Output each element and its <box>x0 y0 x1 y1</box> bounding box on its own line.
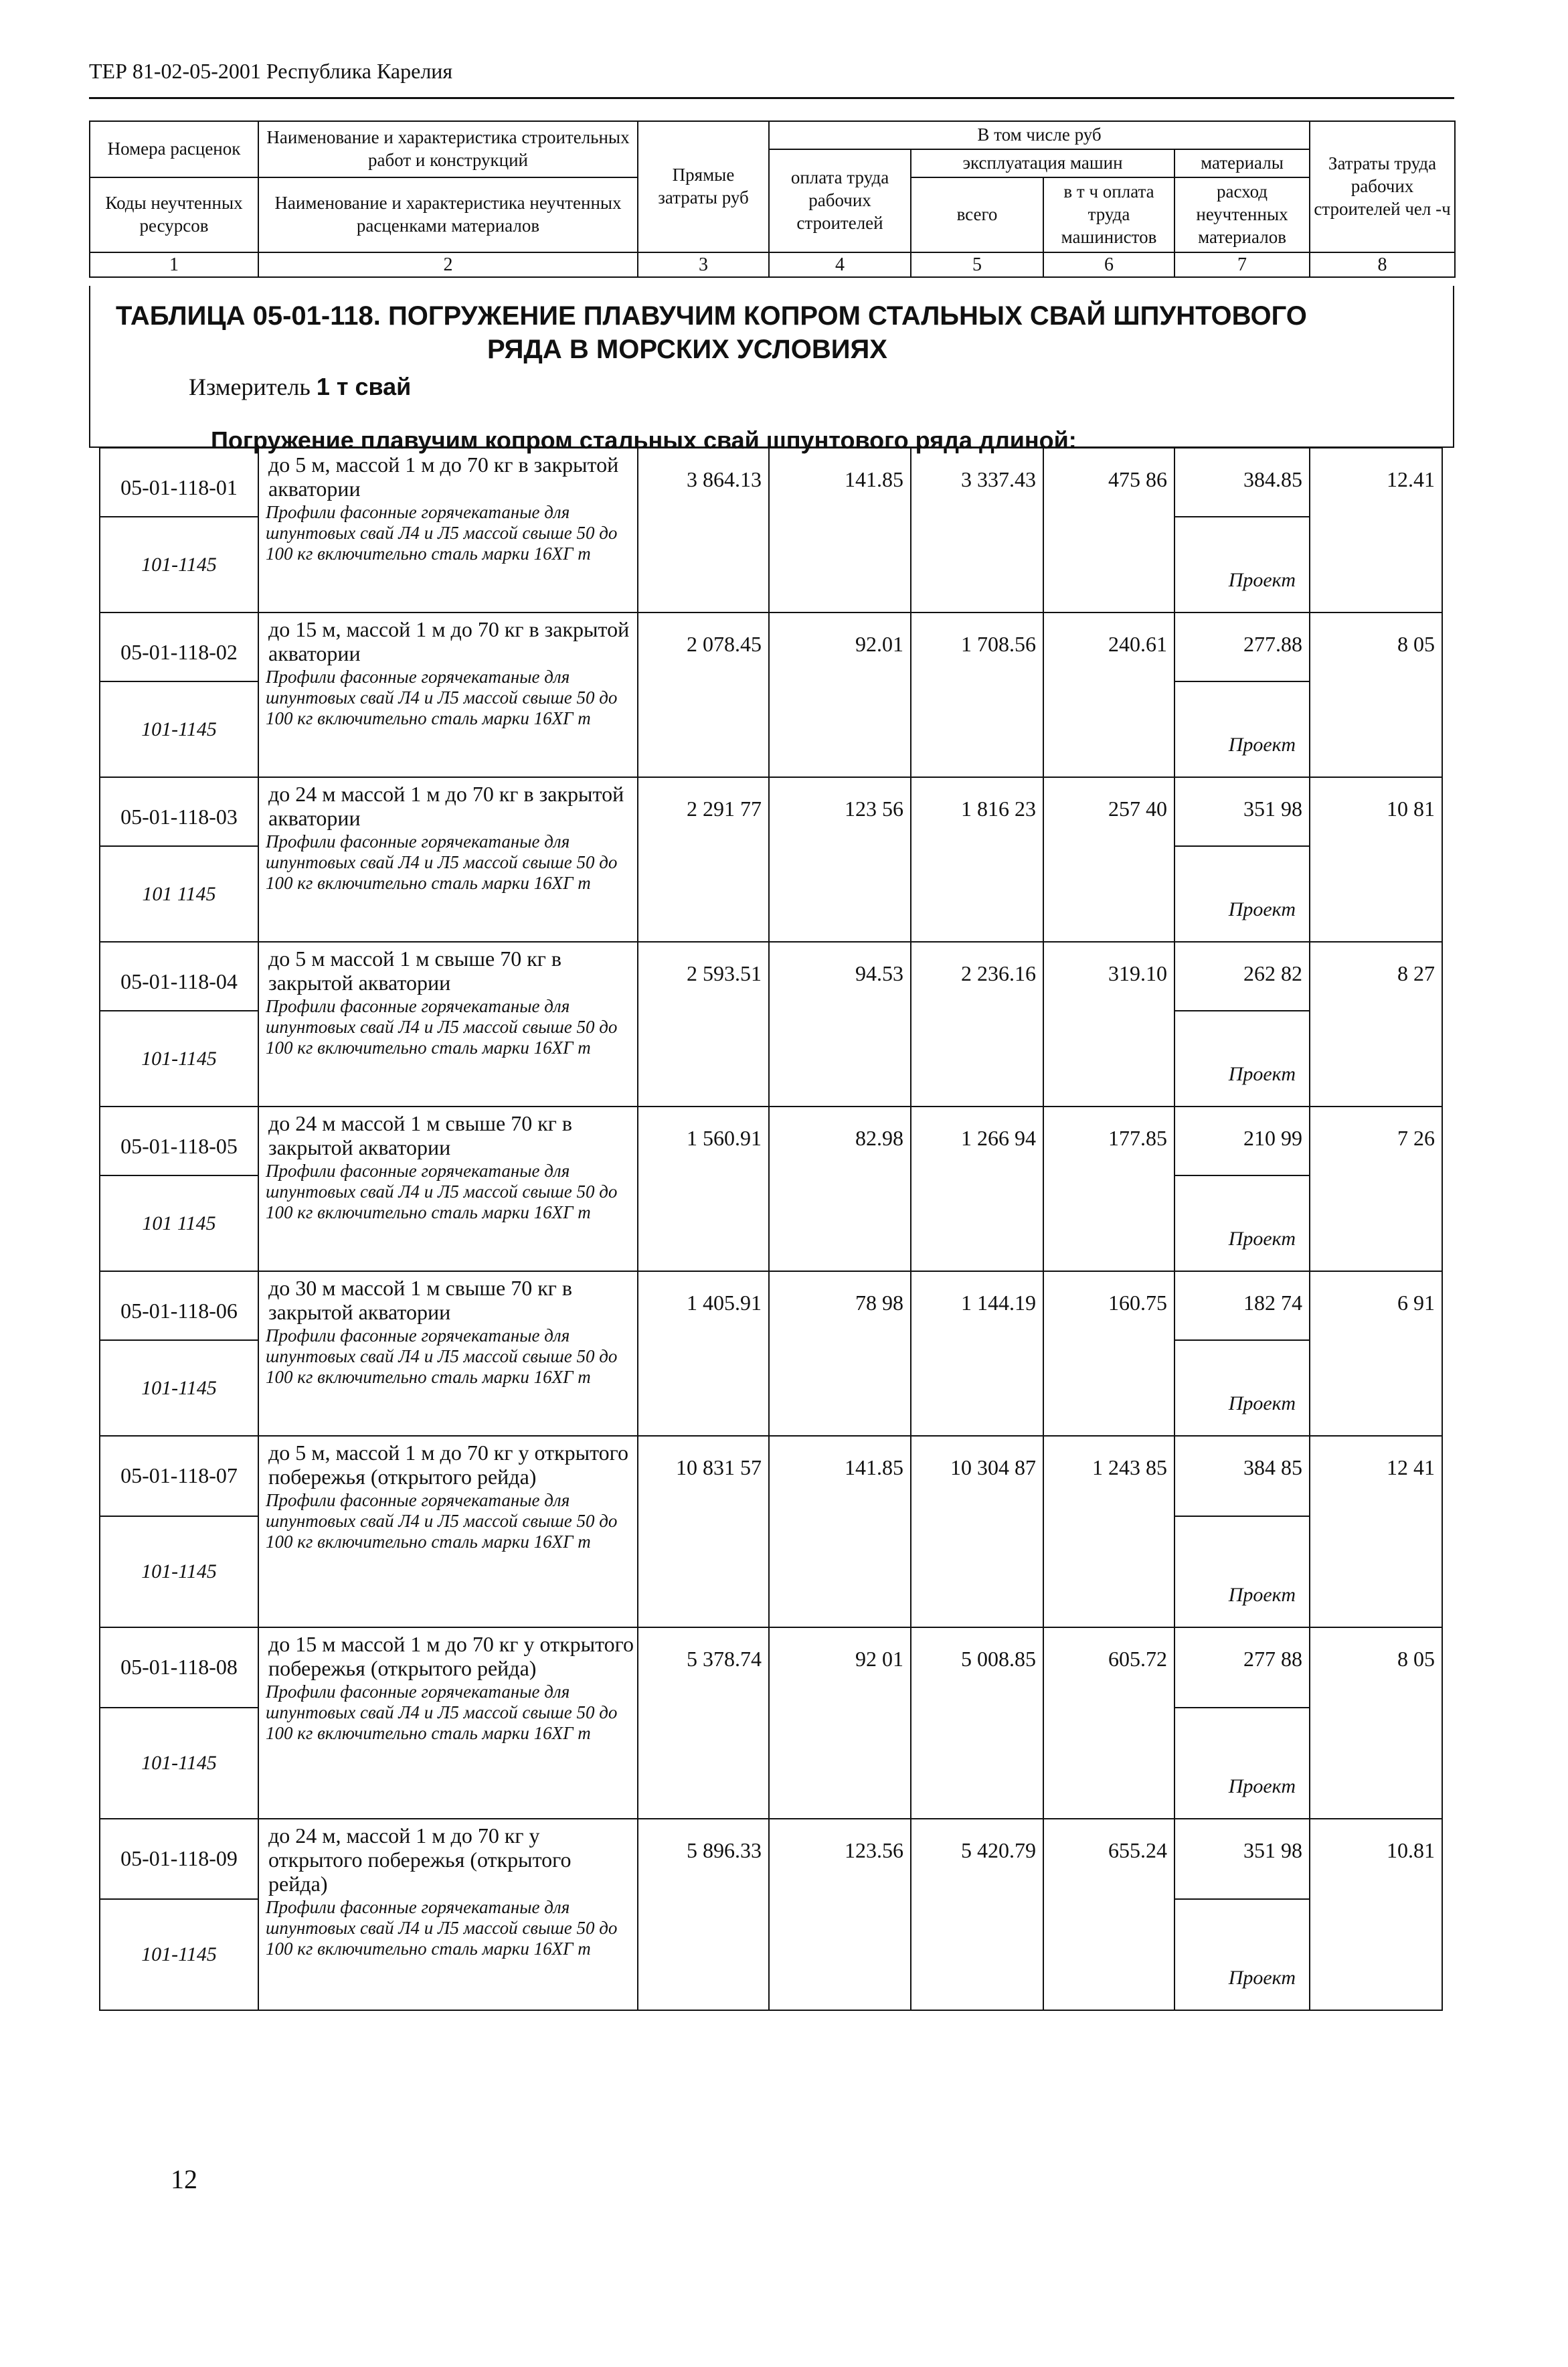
worker-pay-value: 94.53 <box>769 942 911 1107</box>
work-name: до 5 м, массой 1 м до 70 кг у открытого побережья (открытого рейда) <box>268 1441 628 1489</box>
materials-value: 384.85 <box>1174 448 1310 517</box>
resource-consumption: Проект <box>1174 1340 1310 1436</box>
col-number: 6 <box>1043 252 1174 277</box>
work-name: до 24 м, массой 1 м до 70 кг у открытого побережья (открытого рейда) <box>268 1823 572 1896</box>
resource-description: Профили фасонные горячекатаные для шпунтовых свай Л4 и Л5 массой свыше 50 до 100 кг включительно сталь марки 16ХГ т <box>266 996 618 1058</box>
table-row <box>100 448 1442 517</box>
resource-description: Профили фасонные горячекатаные для шпунтовых свай Л4 и Л5 массой свыше 50 до 100 кг включительно сталь марки 16ХГ т <box>266 1161 618 1222</box>
header-rule <box>89 97 1454 99</box>
resource-code: 101-1145 <box>100 681 258 777</box>
resource-consumption: Проект <box>1174 846 1310 942</box>
machines-total-value: 2 236.16 <box>911 942 1043 1107</box>
measure-unit <box>189 373 411 401</box>
resource-code: 101-1145 <box>100 517 258 613</box>
col-header-unaccounted-materials-name: Наименование и характеристика неучтенных расценками материалов <box>258 177 638 252</box>
col-header-rate-number: Номера расценок <box>90 121 258 177</box>
rate-code: 05-01-118-04 <box>100 942 258 1011</box>
materials-value: 277.88 <box>1174 613 1310 681</box>
col-header-worker-pay: оплата труда рабочих строителей <box>769 149 911 252</box>
col-header-group-including: В том числе руб <box>769 121 1310 149</box>
measure-label: Измеритель <box>189 374 311 400</box>
rate-code: 05-01-118-03 <box>100 777 258 846</box>
rate-code: 05-01-118-06 <box>100 1271 258 1340</box>
col-header-unaccounted-materials-use: расход неучтенных материалов <box>1174 177 1310 252</box>
col-number: 2 <box>258 252 638 277</box>
work-description-cell <box>258 1107 638 1271</box>
resource-code: 101 1145 <box>100 1175 258 1271</box>
operator-pay-value: 1 243 85 <box>1043 1436 1174 1627</box>
rate-code: 05-01-118-08 <box>100 1627 258 1708</box>
rate-code: 05-01-118-09 <box>100 1819 258 1899</box>
rate-code: 05-01-118-01 <box>100 448 258 517</box>
materials-value: 262 82 <box>1174 942 1310 1011</box>
table-row <box>100 1819 1442 1899</box>
resource-consumption: Проект <box>1174 517 1310 613</box>
resource-code: 101-1145 <box>100 1011 258 1107</box>
labor-hours-value: 8 05 <box>1310 1627 1442 1819</box>
work-description-cell <box>258 777 638 942</box>
labor-hours-value: 12 41 <box>1310 1436 1442 1627</box>
document-header: ТЕР 81-02-05-2001 Республика Карелия <box>89 59 453 83</box>
table-row <box>100 1627 1442 1708</box>
resource-consumption: Проект <box>1174 681 1310 777</box>
table-title-line-2: РЯДА В МОРСКИХ УСЛОВИЯХ <box>487 335 887 364</box>
resource-description: Профили фасонные горячекатаные для шпунтовых свай Л4 и Л5 массой свыше 50 до 100 кг включительно сталь марки 16ХГ т <box>266 831 618 893</box>
labor-hours-value: 12.41 <box>1310 448 1442 613</box>
page-number: 12 <box>171 2164 197 2194</box>
col-header-materials: материалы <box>1174 149 1310 177</box>
resource-description: Профили фасонные горячекатаные для шпунтовых свай Л4 и Л5 массой свыше 50 до 100 кг включительно сталь марки 16ХГ т <box>266 1325 618 1387</box>
worker-pay-value: 78 98 <box>769 1271 911 1436</box>
worker-pay-value: 123 56 <box>769 777 911 942</box>
worker-pay-value: 82.98 <box>769 1107 911 1271</box>
col-number: 1 <box>90 252 258 277</box>
operator-pay-value: 655.24 <box>1043 1819 1174 2010</box>
table-title <box>116 299 1454 366</box>
resource-description: Профили фасонные горячекатаные для шпунтовых свай Л4 и Л5 массой свыше 50 до 100 кг включительно сталь марки 16ХГ т <box>266 1897 618 1959</box>
rates-table <box>99 447 1443 2011</box>
work-description-cell <box>258 1819 638 2010</box>
direct-cost-value: 1 405.91 <box>638 1271 769 1436</box>
col-header-unaccounted-resource-codes: Коды неучтенных ресурсов <box>90 177 258 252</box>
materials-value: 384 85 <box>1174 1436 1310 1516</box>
machines-total-value: 1 708.56 <box>911 613 1043 777</box>
direct-cost-value: 2 078.45 <box>638 613 769 777</box>
resource-consumption: Проект <box>1174 1011 1310 1107</box>
materials-value: 351 98 <box>1174 1819 1310 1899</box>
col-header-machines-total: всего <box>911 177 1043 252</box>
resource-description: Профили фасонные горячекатаные для шпунтовых свай Л4 и Л5 массой свыше 50 до 100 кг включительно сталь марки 16ХГ т <box>266 1682 618 1743</box>
machines-total-value: 1 144.19 <box>911 1271 1043 1436</box>
labor-hours-value: 8 05 <box>1310 613 1442 777</box>
operator-pay-value: 240.61 <box>1043 613 1174 777</box>
work-name: до 24 м массой 1 м свыше 70 кг в закрытой акватории <box>268 1111 572 1159</box>
operator-pay-value: 475 86 <box>1043 448 1174 613</box>
direct-cost-value: 5 378.74 <box>638 1627 769 1819</box>
operator-pay-value: 257 40 <box>1043 777 1174 942</box>
table-row <box>100 942 1442 1011</box>
resource-description: Профили фасонные горячекатаные для шпунтовых свай Л4 и Л5 массой свыше 50 до 100 кг включительно сталь марки 16ХГ т <box>266 502 618 564</box>
resource-consumption: Проект <box>1174 1708 1310 1819</box>
direct-cost-value: 3 864.13 <box>638 448 769 613</box>
resource-description: Профили фасонные горячекатаные для шпунтовых свай Л4 и Л5 массой свыше 50 до 100 кг включительно сталь марки 16ХГ т <box>266 667 618 728</box>
direct-cost-value: 2 593.51 <box>638 942 769 1107</box>
labor-hours-value: 6 91 <box>1310 1271 1442 1436</box>
work-name: до 15 м массой 1 м до 70 кг у открытого побережья (открытого рейда) <box>268 1632 634 1680</box>
table-row <box>100 1436 1442 1516</box>
col-number: 4 <box>769 252 911 277</box>
operator-pay-value: 160.75 <box>1043 1271 1174 1436</box>
col-header-labor-hours: Затраты труда рабочих строителей чел -ч <box>1310 121 1455 252</box>
col-number: 3 <box>638 252 769 277</box>
rate-code: 05-01-118-05 <box>100 1107 258 1175</box>
materials-value: 277 88 <box>1174 1627 1310 1708</box>
worker-pay-value: 92 01 <box>769 1627 911 1819</box>
direct-cost-value: 2 291 77 <box>638 777 769 942</box>
worker-pay-value: 123.56 <box>769 1819 911 2010</box>
table-row <box>100 1271 1442 1340</box>
labor-hours-value: 10.81 <box>1310 1819 1442 2010</box>
col-number: 7 <box>1174 252 1310 277</box>
direct-cost-value: 1 560.91 <box>638 1107 769 1271</box>
column-header-table <box>89 120 1456 278</box>
worker-pay-value: 141.85 <box>769 448 911 613</box>
table-row <box>100 613 1442 681</box>
table-title-line-1: ТАБЛИЦА 05-01-118. ПОГРУЖЕНИЕ ПЛАВУЧИМ КОПРОМ СТАЛЬНЫХ СВАЙ ШПУНТОВОГО <box>116 301 1307 331</box>
labor-hours-value: 8 27 <box>1310 942 1442 1107</box>
work-description-cell <box>258 1436 638 1627</box>
direct-cost-value: 5 896.33 <box>638 1819 769 2010</box>
col-header-direct-costs: Прямые затраты руб <box>638 121 769 252</box>
resource-description: Профили фасонные горячекатаные для шпунтовых свай Л4 и Л5 массой свыше 50 до 100 кг включительно сталь марки 16ХГ т <box>266 1490 618 1552</box>
col-header-work-name: Наименование и характеристика строительных работ и конструкций <box>258 121 638 177</box>
resource-code: 101 1145 <box>100 846 258 942</box>
col-header-machine-operation: эксплуатация машин <box>911 149 1174 177</box>
table-row <box>100 777 1442 846</box>
work-name: до 30 м массой 1 м свыше 70 кг в закрытой акватории <box>268 1276 572 1324</box>
col-header-operator-pay: в т ч оплата труда машинистов <box>1043 177 1174 252</box>
work-description-cell <box>258 448 638 613</box>
labor-hours-value: 7 26 <box>1310 1107 1442 1271</box>
direct-cost-value: 10 831 57 <box>638 1436 769 1627</box>
col-number: 8 <box>1310 252 1455 277</box>
work-name: до 15 м, массой 1 м до 70 кг в закрытой акватории <box>268 617 630 665</box>
labor-hours-value: 10 81 <box>1310 777 1442 942</box>
machines-total-value: 1 816 23 <box>911 777 1043 942</box>
machines-total-value: 5 008.85 <box>911 1627 1043 1819</box>
materials-value: 351 98 <box>1174 777 1310 846</box>
work-description-cell <box>258 1271 638 1436</box>
machines-total-value: 10 304 87 <box>911 1436 1043 1627</box>
resource-code: 101-1145 <box>100 1899 258 2010</box>
work-name: до 5 м массой 1 м свыше 70 кг в закрытой акватории <box>268 947 561 995</box>
table-row <box>100 1107 1442 1175</box>
machines-total-value: 5 420.79 <box>911 1819 1043 2010</box>
resource-consumption: Проект <box>1174 1516 1310 1627</box>
resource-consumption: Проект <box>1174 1175 1310 1271</box>
resource-consumption: Проект <box>1174 1899 1310 2010</box>
col-number: 5 <box>911 252 1043 277</box>
rate-code: 05-01-118-07 <box>100 1436 258 1516</box>
worker-pay-value: 92.01 <box>769 613 911 777</box>
materials-value: 210 99 <box>1174 1107 1310 1175</box>
work-name: до 24 м массой 1 м до 70 кг в закрытой акватории <box>268 782 624 830</box>
machines-total-value: 3 337.43 <box>911 448 1043 613</box>
work-description-cell <box>258 613 638 777</box>
section-subheading: Погружение плавучим копром стальных свай шпунтового ряда длиной: <box>211 426 1077 454</box>
worker-pay-value: 141.85 <box>769 1436 911 1627</box>
resource-code: 101-1145 <box>100 1708 258 1819</box>
measure-value: 1 т свай <box>316 373 412 400</box>
rate-code: 05-01-118-02 <box>100 613 258 681</box>
work-name: до 5 м, массой 1 м до 70 кг в закрытой акватории <box>268 453 619 501</box>
work-description-cell <box>258 942 638 1107</box>
machines-total-value: 1 266 94 <box>911 1107 1043 1271</box>
resource-code: 101-1145 <box>100 1340 258 1436</box>
materials-value: 182 74 <box>1174 1271 1310 1340</box>
operator-pay-value: 319.10 <box>1043 942 1174 1107</box>
resource-code: 101-1145 <box>100 1516 258 1627</box>
table-title-block <box>89 286 1454 454</box>
operator-pay-value: 605.72 <box>1043 1627 1174 1819</box>
work-description-cell <box>258 1627 638 1819</box>
operator-pay-value: 177.85 <box>1043 1107 1174 1271</box>
